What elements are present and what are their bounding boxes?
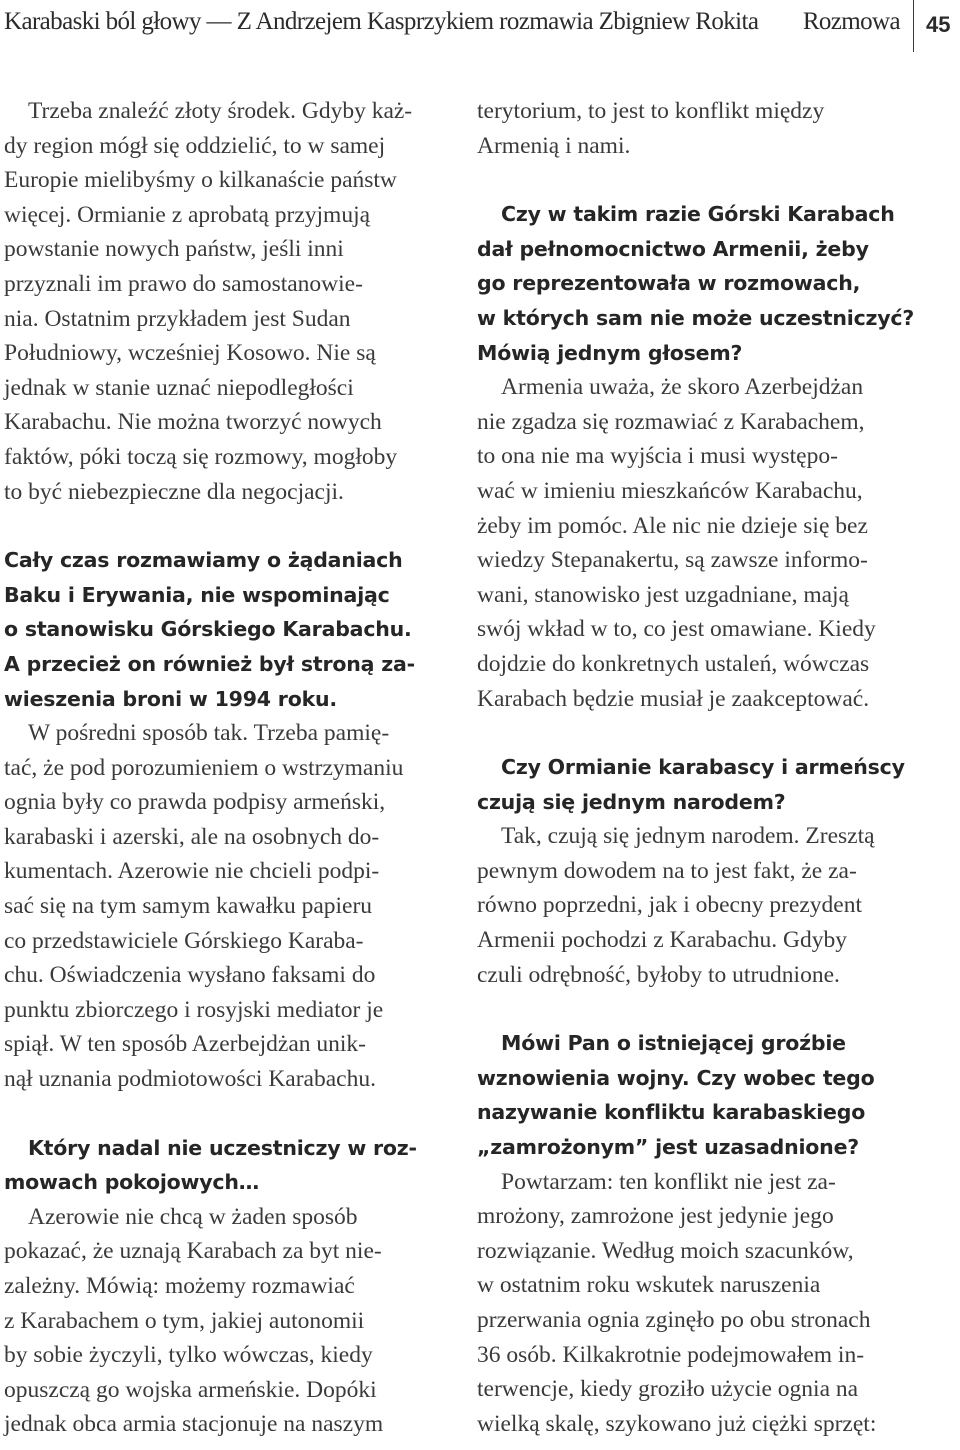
question-line: Który nadal nie uczestniczy w roz- [28,1135,417,1160]
interview-question [4,543,442,716]
answer-paragraph [4,1200,442,1442]
section-name: Rozmowa [802,8,900,35]
question-line: nazywanie konfliktu karabaskiego [477,1100,866,1125]
answer-paragraph [477,1165,915,1442]
text-line: kumentach. Azerowie nie chcieli podpi- [4,858,380,885]
text-line: Powtarzam: ten konflikt nie jest za- [501,1168,836,1195]
text-line: punktu zbiorczego i rosyjski mediator je [4,996,384,1023]
text-line: by sobie życzyli, tylko wówczas, kiedy [4,1342,373,1369]
text-line: wać w imieniu mieszkańców Karabachu, [477,477,863,504]
text-line: wiedzy Stepanakertu, są zawsze informo- [477,547,868,574]
text-line: jednak obca armia stacjonuje na naszym [4,1411,384,1438]
text-line: czuli odrębność, byłoby to utrudnione. [477,961,840,988]
text-line: Armenią i nami. [477,132,631,159]
text-line: więcej. Ormianie z aprobatą przyjmują [4,201,371,228]
text-line: to być niebezpieczne dla negocjacji. [4,478,344,505]
question-line: Baku i Erywania, nie wspominając [4,582,390,607]
text-line: mrożony, zamrożone jest jedynie jego [477,1203,834,1230]
text-line: z Karabachem o tym, jakiej autonomii [4,1307,365,1334]
page-header [0,0,960,60]
left-column [4,94,442,1442]
question-line: Mówią jednym głosem? [477,340,743,365]
question-line: mowach pokojowych… [4,1170,260,1195]
interview-question [477,1026,915,1164]
text-line: Europie mielibyśmy o kilkanaście państw [4,167,397,194]
page-number: 45 [926,12,951,37]
text-line: przerwania ognia zginęło po obu stronach [477,1307,871,1333]
interview-question [4,1131,442,1200]
text-line: przyznali im prawo do samostanowie- [4,270,363,297]
text-line: Trzeba znaleźć złoty środek. Gdyby każ- [28,98,413,124]
text-line: terytorium, to jest to konflikt między [477,98,825,124]
question-line: go reprezentowała w rozmowach, [477,271,861,296]
text-line: Południowy, wcześniej Kosowo. Nie są [4,340,376,367]
text-line: nie zgadza się rozmawiać z Karabachem, [477,408,865,435]
answer-paragraph [477,94,915,163]
text-line: pewnym dowodem na to jest fakt, że za- [477,857,857,884]
question-line: „zamrożonym” jest uzasadnione? [477,1135,859,1160]
text-line: Armenii pochodzi z Karabachu. Gdyby [477,927,847,954]
text-line: nął uznania podmiotowości Karabachu. [4,1066,376,1093]
text-line: wani, stanowisko jest uzgadniane, mają [477,581,849,608]
question-line: w których sam nie może uczestniczyć? [477,305,915,330]
interview-question [477,197,915,370]
text-line: wielką skalę, szykowano już ciężki sprzęt: [477,1410,877,1437]
text-line: dojdzie do konkretnych ustaleń, wówczas [477,650,870,677]
text-line: pokazać, że uznają Karabach za byt nie- [4,1238,382,1265]
text-line: Azerowie nie chcą w żaden sposób [28,1203,358,1230]
question-line: wznowienia wojny. Czy wobec tego [477,1065,875,1090]
text-line: dy region mógł się oddzielić, to w samej [4,132,386,159]
text-line: sać się na tym samym kawałku papieru [4,893,373,920]
text-line: rozwiązanie. Według moich szacunków, [477,1237,854,1264]
text-line: to ona nie ma wyjścia i musi występo- [477,443,838,470]
text-line: Karabachu. Nie można tworzyć nowych [4,409,382,436]
text-line: Karabach będzie musiał je zaakceptować. [477,685,870,712]
right-column [477,94,915,1441]
answer-paragraph [4,716,442,1097]
text-line: co przedstawiciele Górskiego Karaba- [4,927,364,954]
text-line: Tak, czują się jednym narodem. Zresztą [501,823,875,850]
running-title: Karabaski ból głowy — Z Andrzejem Kasprzykiem rozmawia Zbigniew Rokita [4,8,759,35]
text-line: żeby im pomóc. Ale nic nie dzieje się bez [477,512,868,539]
text-line: tać, że pod porozumieniem o wstrzymaniu [4,754,404,781]
question-line: Czy w takim razie Górski Karabach [501,202,895,227]
question-line: A przecież on również był stroną za- [4,651,415,676]
text-line: równo poprzedni, jak i obecny prezydent [477,892,863,919]
text-line: jednak w stanie uznać niepodległości [4,374,354,401]
text-line: ognia były co prawda podpisy armeński, [4,789,386,816]
question-line: wieszenia broni w 1994 roku. [4,686,338,711]
answer-paragraph [4,94,442,509]
question-line: Mówi Pan o istniejącej groźbie [501,1031,846,1056]
interview-question [477,750,915,819]
text-line: W pośredni sposób tak. Trzeba pamię- [28,720,390,747]
text-line: spiął. W ten sposób Azerbejdżan unik- [4,1031,367,1058]
question-line: dał pełnomocnictwo Armenii, żeby [477,236,869,261]
text-line: chu. Oświadczenia wysłano faksami do [4,962,376,989]
header-divider [913,0,914,52]
text-line: 36 osób. Kilkakrotnie podejmowałem in- [477,1341,865,1368]
text-line: powstanie nowych państw, jeśli inni [4,236,344,263]
question-line: o stanowisku Górskiego Karabachu. [4,617,412,642]
text-line: zależny. Mówią: możemy rozmawiać [4,1273,355,1299]
text-line: w ostatnim roku wskutek naruszenia [477,1272,821,1299]
question-line: Cały czas rozmawiamy o żądaniach [4,548,403,573]
text-line: Armenia uważa, że skoro Azerbejdżan [501,374,864,401]
text-line: opuszczą go wojska armeńskie. Dopóki [4,1376,377,1403]
answer-paragraph [477,819,915,992]
question-line: Czy Ormianie karabascy i armeńscy [501,755,905,780]
text-line: terwencje, kiedy groziło użycie ognia na [477,1376,859,1403]
text-line: swój wkład w to, co jest omawiane. Kiedy [477,616,876,643]
question-line: czują się jednym narodem? [477,789,786,814]
text-line: karabaski i azerski, ale na osobnych do- [4,823,380,850]
answer-paragraph [477,370,915,716]
text-line: nia. Ostatnim przykładem jest Sudan [4,305,351,332]
text-line: faktów, póki toczą się rozmowy, mogłoby [4,443,398,470]
